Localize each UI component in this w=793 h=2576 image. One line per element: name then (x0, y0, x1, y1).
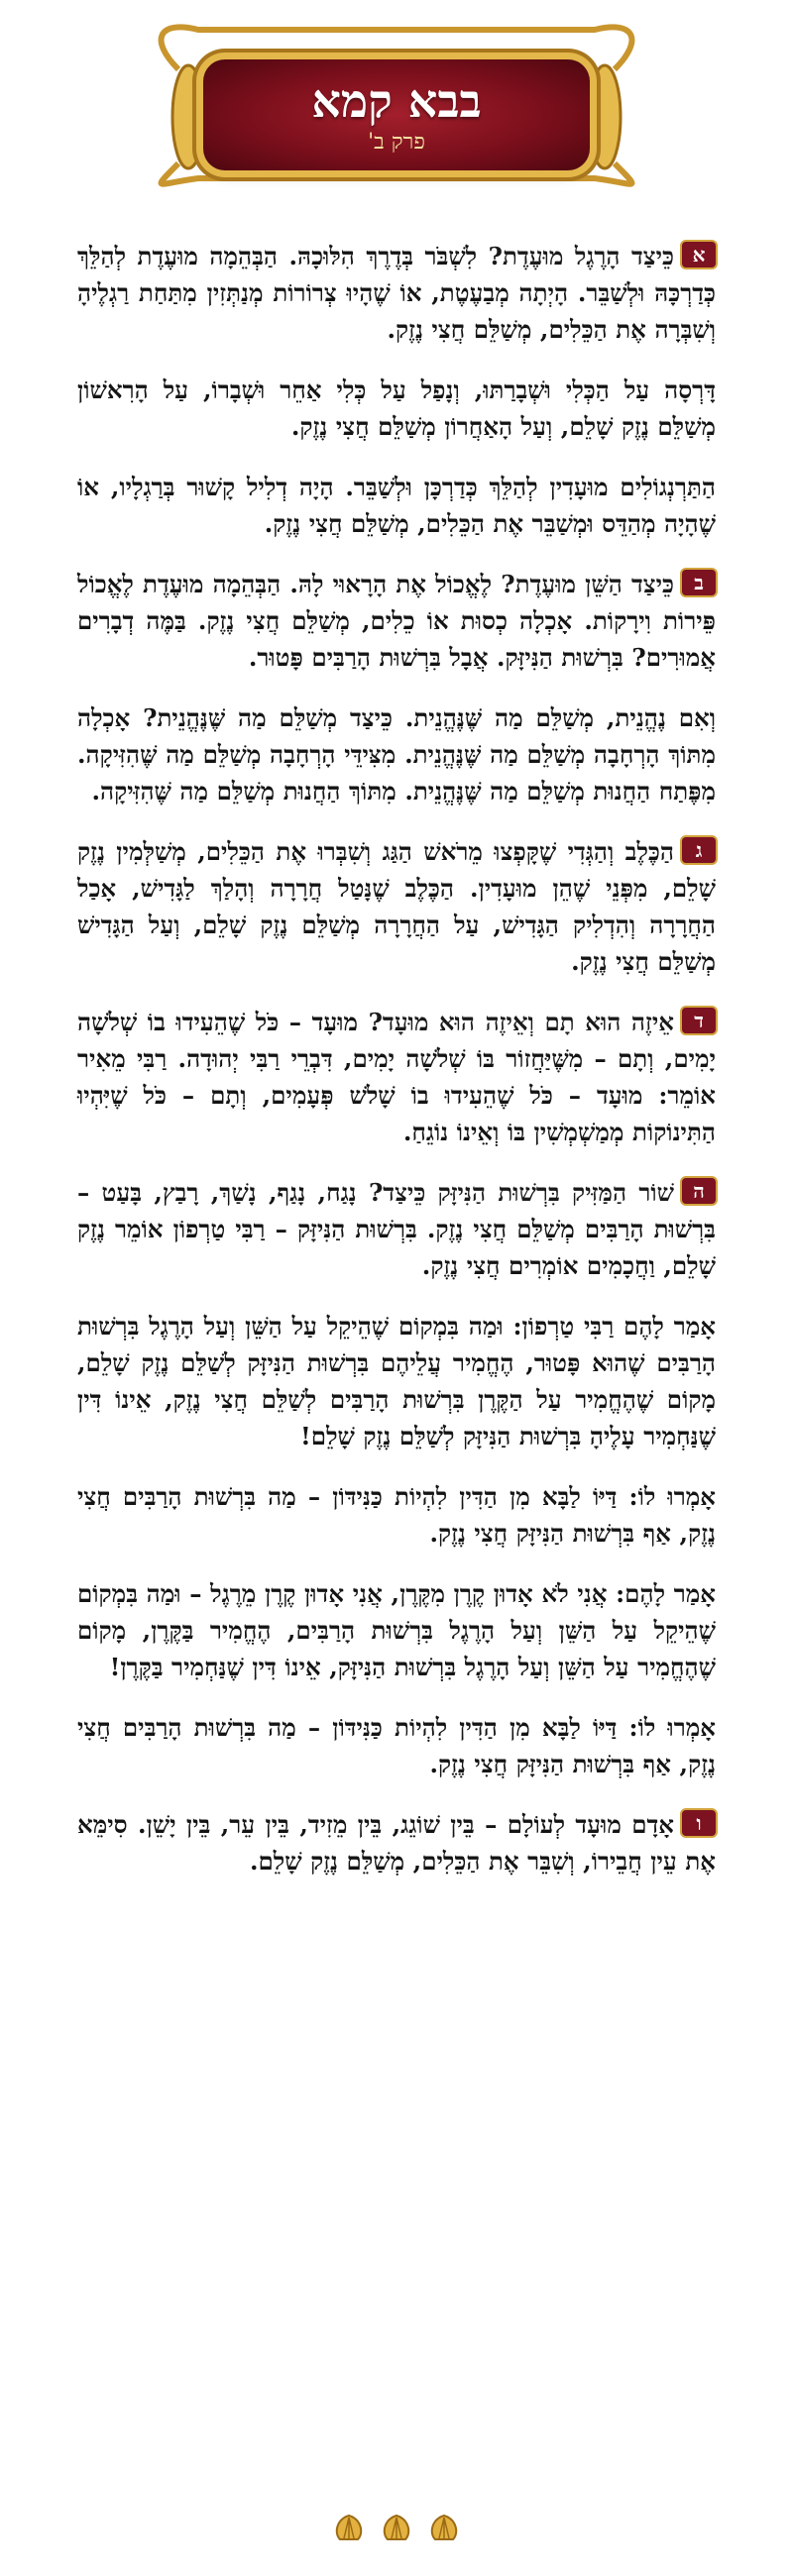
mishnah-number-badge: א (682, 242, 716, 268)
mishnah-paragraph (77, 1174, 716, 1284)
mishnah-paragraph (77, 238, 716, 348)
mishnah-number-badge: ג (682, 837, 716, 863)
mishnah-paragraph (77, 1575, 716, 1685)
paragraph-opener: כֵּיצַד הָרֶגֶל מוּעֶדֶת? (488, 242, 675, 270)
paragraph-text: אָמְרוּ לוֹ: דַּיּוֹ לַבָּא מִן הַדִּין לִהְיוֹת כַּנִּידּוֹן – מַה בִּרְשׁוּת הָרַבִּים חֲצִי נֶזֶק, אַף בִּרְשׁוּת הַנִּיזָּק חֲצִי נֶזֶק. (77, 1713, 716, 1778)
paragraph-opener: שׁוֹר הַמַּזִּיק בִּרְשׁוּת הַנִּיזָּק כֵּיצַד? (368, 1178, 674, 1207)
mishnah-paragraph (77, 372, 716, 445)
paragraph-text: אָמַר לָהֶם רַבִּי טַרְפוֹן: וּמַה בִּמְקוֹם שֶׁהֵיקֵל עַל הַשֵּׁן וְעַל הָרֶגֶל בִּרְשׁוּת הָרַבִּים שֶׁהוּא פָּטוּר, הֶחֱמִיר עֲלֵיהֶם בִּרְשׁוּת הַנִּיזָּק לְשַׁלֵּם נֶזֶק שָׁלֵם, מָקוֹם שֶׁהֶחֱמִיר עַל הַקֶּרֶן בִּרְשׁוּת הָרַבִּים לְשַׁלֵּם חֲצִי נֶזֶק, אֵינוֹ דִּין שֶׁנַּחְמִיר עָלֶיהָ בִּרְשׁוּת הַנִּיזָּק לְשַׁלֵּם נֶזֶק שָׁלֵם! (77, 1312, 716, 1450)
mishnah-paragraph (77, 1478, 716, 1552)
mishnah-paragraph (77, 1709, 716, 1782)
paragraph-text: לִשְׁבֹּר בְּדֶרֶךְ הִלּוּכָהּ. הַבְּהֵמָה מוּעֶדֶת לְהַלֵּךְ כְּדַרְכָּהּ וּלְשַׁבֵּר. הָיְתָה מְבַעֶטֶת, אוֹ שֶׁהָיוּ צְרוֹרוֹת מְנַתְּזִין מִתַּחַת רַגְלֶיהָ וְשִׁבְּרָה אֶת הַכֵּלִים, מְשַׁלֵּם חֲצִי נֶזֶק. (77, 242, 716, 344)
chapter-banner (0, 0, 793, 188)
tractate-title: בבא קמא (311, 74, 482, 128)
paragraph-text: הַתַּרְנְגוֹלִים מוּעָדִין לְהַלֵּךְ כְּדַרְכָּן וּלְשַׁבֵּר. הָיָה דְלִיל קָשׁוּר בְּרַגְלָיו, אוֹ שֶׁהָיָה מְהַדֵּס וּמְשַׁבֵּר אֶת הַכֵּלִים, מְשַׁלֵּם חֲצִי נֶזֶק. (77, 473, 716, 538)
mishnah-number-badge: ה (682, 1178, 716, 1204)
paragraph-text: לֶאֱכוֹל אֶת הָרָאוּי לָהּ. הַבְּהֵמָה מוּעֶדֶת לֶאֱכוֹל פֵּירוֹת וִירָקוֹת. אָכְלָה כְסוּת אוֹ כֵלִים, מְשַׁלֵּם חֲצִי נֶזֶק. בַּמֶּה דְבָרִים אֲמוּרִים? בִּרְשׁוּת הַנִּיזָּק. אֲבָל בִּרְשׁוּת הָרַבִּים פָּטוּר. (77, 570, 716, 672)
paragraph-text: אָמְרוּ לוֹ: דַּיּוֹ לַבָּא מִן הַדִּין לִהְיוֹת כַּנִּידּוֹן – מַה בִּרְשׁוּת הָרַבִּים חֲצִי נֶזֶק, אַף בִּרְשׁוּת הַנִּיזָּק חֲצִי נֶזֶק. (77, 1482, 716, 1548)
shell-ornament-icon (380, 2512, 413, 2543)
paragraph-opener: אֵיזֶה הוּא תָם וְאֵיזֶה הוּא מוּעָד? (368, 1008, 674, 1036)
mishnah-paragraph (77, 469, 716, 542)
footer-decoration (317, 2512, 476, 2547)
mishnah-paragraph (77, 1308, 716, 1454)
paragraph-text: אָמַר לָהֶם: אֲנִי לֹא אָדוּן קֶרֶן מִקֶּרֶן, אֲנִי אָדוּן קֶרֶן מֵרֶגֶל – וּמַה בִּמְקוֹם שֶׁהֵיקֵל עַל הַשֵּׁן וְעַל הָרֶגֶל בִּרְשׁוּת הָרַבִּים, הֶחֱמִיר בַּקֶּרֶן, מָקוֹם שֶׁהֶחֱמִיר עַל הַשֵּׁן וְעַל הָרֶגֶל בִּרְשׁוּת הַנִּיזָּק, אֵינוֹ דִּין שֶׁנַּחְמִיר בַּקֶּרֶן! (77, 1579, 716, 1681)
paragraph-text: מוּעָד – כֹּל שֶׁהֵעִידוּ בוֹ שְׁלֹשָׁה יָמִים, וְתָם – מִשֶּׁיַּחֲזוֹר בּוֹ שְׁלֹשָׁה יָמִים, דִּבְרֵי רַבִּי יְהוּדָה. רַבִּי מֵאִיר אוֹמֵר: מוּעָד – כֹּל שֶׁהֵעִידוּ בוֹ שָׁלֹשׁ פְּעָמִים, וְתָם – כֹּל שֶׁיִּהְיוּ הַתִּינוֹקוֹת מְמַשְׁמְשִׁין בּוֹ וְאֵינוֹ נוֹגֵחַ. (77, 1008, 716, 1146)
chapter-subtitle: פרק ב' (368, 130, 425, 155)
mishnah-number-badge: ד (682, 1008, 716, 1033)
mishnah-paragraph (77, 833, 716, 980)
paragraph-text: דָּרְסָה עַל הַכְּלִי וּשְׁבָרַתּוּ, וְנָפַל עַל כְּלִי אַחֵר וּשְׁבָרוֹ, עַל הָרִאשׁוֹן מְשַׁלֵּם נֶזֶק שָׁלֵם, וְעַל הָאַחֲרוֹן מְשַׁלֵּם חֲצִי נֶזֶק. (77, 376, 716, 441)
paragraph-text: אָדָם מוּעָד לְעוֹלָם – בֵּין שׁוֹגֵג, בֵּין מֵזִיד, בֵּין עֵר, בֵּין יָשֵׁן. סִימֵּא אֶת עֵין חֲבֵירוֹ, וְשִׁבֵּר אֶת הַכֵּלִים, מְשַׁלֵּם נֶזֶק שָׁלֵם. (77, 1810, 716, 1876)
mishnah-paragraph (77, 1004, 716, 1150)
shell-ornament-icon (332, 2512, 366, 2543)
mishnah-number-badge: ב (682, 570, 716, 595)
paragraph-text: הַכֶּלֶב וְהַגְּדִי שֶׁקָּפְצוּ מֵרֹאשׁ הַגַּג וְשִׁבְּרוּ אֶת הַכֵּלִים, מְשַׁלְּמִין נֶזֶק שָׁלֵם, מִפְּנֵי שֶׁהֵן מוּעָדִין. הַכֶּלֶב שֶׁנָּטַל חֲרָרָה וְהָלַךְ לַגָּדִישׁ, אָכַל הַחֲרָרָה וְהִדְלִיק הַגָּדִישׁ, עַל הַחֲרָרָה מְשַׁלֵּם נֶזֶק שָׁלֵם, וְעַל הַגָּדִישׁ מְשַׁלֵּם חֲצִי נֶזֶק. (77, 837, 716, 976)
paragraph-opener: כֵּיצַד הַשֵּׁן מוּעֶדֶת? (501, 570, 675, 598)
mishnah-paragraph (77, 699, 716, 809)
mishnah-number-badge: ו (682, 1810, 716, 1836)
shell-ornament-icon (427, 2512, 461, 2543)
paragraph-text: נָגַח, נָגַף, נָשַׁךְ, רָבַץ, בָּעַט – בִּרְשׁוּת הָרַבִּים מְשַׁלֵּם חֲצִי נֶזֶק. בִּרְשׁוּת הַנִּיזָּק – רַבִּי טַרְפוֹן אוֹמֵר נֶזֶק שָׁלֵם, וַחֲכָמִים אוֹמְרִים חֲצִי נֶזֶק. (77, 1178, 716, 1280)
mishnah-paragraph (77, 1806, 716, 1879)
mishnah-text (77, 238, 716, 1903)
paragraph-text: וְאִם נֶהֱנֵית, מְשַׁלֵּם מַה שֶּׁנֶּהֱנֵית. כֵּיצַד מְשַׁלֵּם מַה שֶּׁנֶּהֱנֵית? אָכְלָה מִתּוֹךְ הָרְחָבָה מְשַׁלֵּם מַה שֶּׁנֶּהֱנֵית. מִצִּידֵּי הָרְחָבָה מְשַׁלֵּם מַה שֶּׁהִזִּיקָה. מִפֶּתַח הַחֲנוּת מְשַׁלֵּם מַה שֶּׁנֶּהֱנֵית. מִתּוֹךְ הַחֲנוּת מְשַׁלֵּם מַה שֶּׁהִזִּיקָה. (77, 703, 716, 805)
mishnah-paragraph (77, 566, 716, 676)
